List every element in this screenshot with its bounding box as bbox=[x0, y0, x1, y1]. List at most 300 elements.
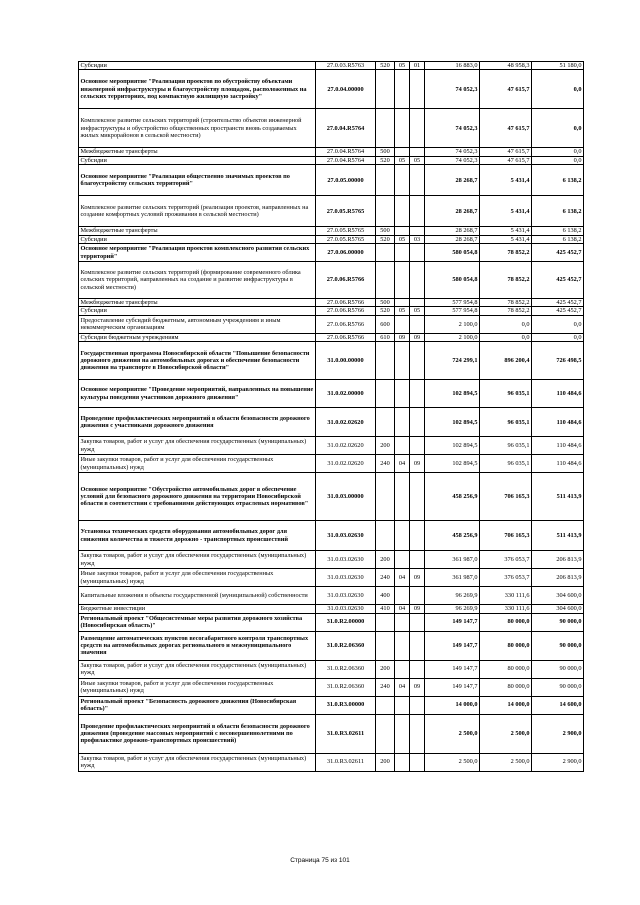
table-row bbox=[79, 165, 584, 196]
row-value-2020: 149 147,7 bbox=[425, 631, 480, 660]
row-value-2021: 96 035,1 bbox=[480, 437, 532, 455]
row-name: Субсидии bbox=[79, 307, 316, 315]
row-vr bbox=[376, 165, 395, 196]
row-value-2022: 6 138,2 bbox=[532, 165, 584, 196]
row-rz: 04 bbox=[395, 569, 410, 587]
row-value-2022: 110 484,6 bbox=[532, 408, 584, 437]
row-value-2020: 102 894,5 bbox=[425, 380, 480, 408]
row-name: Комплексное развитие сельских территорий (строительство объектов инженерной инфраструктуры и обустройство общественных пространств вновь создаваемых жилых микрорайонов в сельской местности) bbox=[79, 109, 316, 148]
table-row bbox=[79, 156, 584, 164]
row-name: Межбюджетные трансферты bbox=[79, 299, 316, 307]
row-name: Межбюджетные трансферты bbox=[79, 227, 316, 235]
row-code: 31.0.02.02620 bbox=[316, 455, 376, 473]
row-vr bbox=[376, 109, 395, 148]
row-pr bbox=[410, 631, 425, 660]
row-vr: 520 bbox=[376, 307, 395, 315]
row-value-2020: 102 894,5 bbox=[425, 408, 480, 437]
table-row bbox=[79, 613, 584, 631]
row-code: 27.0.05.R5765 bbox=[316, 227, 376, 235]
row-name: Субсидии bbox=[79, 235, 316, 243]
row-pr bbox=[410, 613, 425, 631]
row-rz bbox=[395, 753, 410, 771]
row-pr bbox=[410, 227, 425, 235]
row-value-2022: 0,0 bbox=[532, 315, 584, 333]
row-rz: 04 bbox=[395, 605, 410, 613]
row-value-2020: 74 052,3 bbox=[425, 156, 480, 164]
row-vr: 200 bbox=[376, 551, 395, 569]
row-code: 27.0.04.R5764 bbox=[316, 148, 376, 156]
budget-table bbox=[78, 61, 584, 772]
row-name: Комплексное развитие сельских территорий (реализация проектов, направленных на создание комфортных условий проживания в сельской местности) bbox=[79, 196, 316, 227]
row-pr bbox=[410, 244, 425, 262]
row-name: Проведение профилактических мероприятий в области безопасности дорожного движения (проведение массовых мероприятий с несовершеннолетними по профилактике дорожно-транспортных происшествий) bbox=[79, 714, 316, 753]
row-name: Закупка товаров, работ и услуг для обеспечения государственных (муниципальных) нужд bbox=[79, 551, 316, 569]
row-code: 31.0.02.02620 bbox=[316, 408, 376, 437]
row-value-2020: 102 894,5 bbox=[425, 437, 480, 455]
row-pr bbox=[410, 262, 425, 299]
row-value-2021: 706 165,3 bbox=[480, 521, 532, 551]
row-vr bbox=[376, 342, 395, 380]
table-row bbox=[79, 631, 584, 660]
row-value-2022: 90 000,0 bbox=[532, 613, 584, 631]
row-vr: 600 bbox=[376, 315, 395, 333]
row-value-2020: 361 987,0 bbox=[425, 569, 480, 587]
row-value-2022: 6 138,2 bbox=[532, 235, 584, 243]
row-value-2020: 14 000,0 bbox=[425, 696, 480, 714]
table-row bbox=[79, 696, 584, 714]
table-row bbox=[79, 753, 584, 771]
row-value-2020: 361 987,0 bbox=[425, 551, 480, 569]
row-value-2021: 78 852,2 bbox=[480, 299, 532, 307]
row-value-2022: 511 413,9 bbox=[532, 473, 584, 521]
row-code: 27.0.05.R5765 bbox=[316, 235, 376, 243]
row-value-2020: 2 100,0 bbox=[425, 333, 480, 341]
row-rz bbox=[395, 631, 410, 660]
table-row bbox=[79, 315, 584, 333]
table-row bbox=[79, 660, 584, 678]
row-vr: 200 bbox=[376, 437, 395, 455]
row-name: Региональный проект "Безопасность дорожного движения (Новосибирская область)" bbox=[79, 696, 316, 714]
row-pr: 03 bbox=[410, 235, 425, 243]
row-vr: 240 bbox=[376, 569, 395, 587]
row-code: 27.0.04.R5764 bbox=[316, 109, 376, 148]
row-value-2022: 0,0 bbox=[532, 333, 584, 341]
row-value-2020: 28 268,7 bbox=[425, 235, 480, 243]
row-value-2020: 458 256,9 bbox=[425, 473, 480, 521]
row-vr bbox=[376, 380, 395, 408]
row-code: 31.0.03.02630 bbox=[316, 569, 376, 587]
row-value-2021: 2 500,0 bbox=[480, 753, 532, 771]
row-value-2020: 2 100,0 bbox=[425, 315, 480, 333]
row-pr bbox=[410, 551, 425, 569]
row-pr bbox=[410, 196, 425, 227]
row-name: Иные закупки товаров, работ и услуг для обеспечения государственных (муниципальных) нужд bbox=[79, 678, 316, 696]
table-row bbox=[79, 307, 584, 315]
row-value-2021: 5 431,4 bbox=[480, 235, 532, 243]
row-value-2021: 80 000,0 bbox=[480, 613, 532, 631]
row-name: Предоставление субсидий бюджетным, автономным учреждениям и иным некоммерческим организациям bbox=[79, 315, 316, 333]
row-pr: 05 bbox=[410, 307, 425, 315]
row-value-2022: 0,0 bbox=[532, 70, 584, 109]
table-row bbox=[79, 62, 584, 70]
table-body bbox=[79, 62, 584, 772]
row-value-2022: 2 900,0 bbox=[532, 753, 584, 771]
row-name: Бюджетные инвестиции bbox=[79, 605, 316, 613]
row-name: Межбюджетные трансферты bbox=[79, 148, 316, 156]
row-name: Основное мероприятие "Реализация проектов комплексного развития сельских территорий" bbox=[79, 244, 316, 262]
row-name: Иные закупки товаров, работ и услуг для обеспечения государственных (муниципальных) нужд bbox=[79, 569, 316, 587]
row-value-2022: 2 900,0 bbox=[532, 714, 584, 753]
row-rz bbox=[395, 315, 410, 333]
row-value-2022: 304 600,0 bbox=[532, 587, 584, 605]
row-value-2022: 511 413,9 bbox=[532, 521, 584, 551]
row-value-2020: 28 268,7 bbox=[425, 196, 480, 227]
row-name: Субсидии бюджетным учреждениям bbox=[79, 333, 316, 341]
row-value-2020: 96 269,9 bbox=[425, 587, 480, 605]
row-value-2021: 47 615,7 bbox=[480, 70, 532, 109]
row-value-2021: 78 852,2 bbox=[480, 307, 532, 315]
row-pr bbox=[410, 437, 425, 455]
row-pr bbox=[410, 587, 425, 605]
row-name: Основное мероприятие "Проведение мероприятий, направленных на повышение культуры поведения участников дорожного движения" bbox=[79, 380, 316, 408]
row-vr bbox=[376, 696, 395, 714]
row-value-2021: 78 852,2 bbox=[480, 244, 532, 262]
row-code: 27.0.06.R5766 bbox=[316, 333, 376, 341]
row-code: 31.0.02.02620 bbox=[316, 437, 376, 455]
row-vr bbox=[376, 408, 395, 437]
row-value-2021: 5 431,4 bbox=[480, 165, 532, 196]
row-pr: 09 bbox=[410, 569, 425, 587]
row-value-2020: 96 269,9 bbox=[425, 605, 480, 613]
row-vr: 200 bbox=[376, 660, 395, 678]
row-value-2022: 14 600,0 bbox=[532, 696, 584, 714]
row-value-2020: 580 054,8 bbox=[425, 244, 480, 262]
row-vr: 520 bbox=[376, 235, 395, 243]
row-rz: 09 bbox=[395, 333, 410, 341]
row-pr bbox=[410, 473, 425, 521]
row-code: 27.0.06.R5766 bbox=[316, 299, 376, 307]
row-rz bbox=[395, 227, 410, 235]
row-code: 27.0.04.00000 bbox=[316, 70, 376, 109]
row-value-2022: 0,0 bbox=[532, 156, 584, 164]
row-name: Региональный проект "Общесистемные меры развития дорожного хозяйства (Новосибирская область)" bbox=[79, 613, 316, 631]
row-value-2022: 110 484,6 bbox=[532, 455, 584, 473]
row-value-2021: 80 000,0 bbox=[480, 631, 532, 660]
row-value-2021: 47 615,7 bbox=[480, 156, 532, 164]
row-vr: 520 bbox=[376, 156, 395, 164]
row-code: 27.0.04.R5764 bbox=[316, 156, 376, 164]
row-name: Основное мероприятие "Реализация проектов по обустройству объектами инженерной инфраструктуры и благоустройству площадок, расположенных на сельских территориях, под компактную жилищную застройку" bbox=[79, 70, 316, 109]
row-name: Закупка товаров, работ и услуг для обеспечения государственных (муниципальных) нужд bbox=[79, 753, 316, 771]
row-value-2020: 149 147,7 bbox=[425, 613, 480, 631]
row-vr bbox=[376, 631, 395, 660]
row-value-2021: 80 000,0 bbox=[480, 678, 532, 696]
row-code: 27.0.05.R5765 bbox=[316, 196, 376, 227]
row-vr bbox=[376, 244, 395, 262]
row-pr: 01 bbox=[410, 62, 425, 70]
row-name: Капитальные вложения в объекты государственной (муниципальной) собственности bbox=[79, 587, 316, 605]
table-row bbox=[79, 605, 584, 613]
row-vr bbox=[376, 196, 395, 227]
row-rz: 05 bbox=[395, 307, 410, 315]
row-pr: 09 bbox=[410, 605, 425, 613]
row-value-2021: 14 000,0 bbox=[480, 696, 532, 714]
row-pr bbox=[410, 165, 425, 196]
row-code: 31.0.R3.00000 bbox=[316, 696, 376, 714]
row-rz bbox=[395, 551, 410, 569]
table-row bbox=[79, 148, 584, 156]
row-value-2022: 425 452,7 bbox=[532, 307, 584, 315]
row-vr: 500 bbox=[376, 227, 395, 235]
row-value-2021: 48 958,3 bbox=[480, 62, 532, 70]
row-value-2022: 90 000,0 bbox=[532, 660, 584, 678]
row-name: Размещение автоматических пунктов весогабаритного контроля транспортных средств на автомобильных дорогах регионального и межмуниципального значения bbox=[79, 631, 316, 660]
row-value-2021: 47 615,7 bbox=[480, 148, 532, 156]
row-pr bbox=[410, 696, 425, 714]
row-value-2021: 78 852,2 bbox=[480, 262, 532, 299]
row-name: Основное мероприятие "Реализация общественно значимых проектов по благоустройству сельских территорий" bbox=[79, 165, 316, 196]
row-value-2022: 726 498,5 bbox=[532, 342, 584, 380]
table-row bbox=[79, 70, 584, 109]
row-value-2020: 74 052,3 bbox=[425, 148, 480, 156]
row-vr: 400 bbox=[376, 587, 395, 605]
row-vr bbox=[376, 714, 395, 753]
row-rz bbox=[395, 696, 410, 714]
row-rz bbox=[395, 613, 410, 631]
table-row bbox=[79, 473, 584, 521]
row-value-2022: 6 138,2 bbox=[532, 196, 584, 227]
row-value-2022: 425 452,7 bbox=[532, 262, 584, 299]
table-row bbox=[79, 262, 584, 299]
row-rz bbox=[395, 714, 410, 753]
row-code: 31.0.R2.06360 bbox=[316, 660, 376, 678]
row-vr bbox=[376, 521, 395, 551]
row-value-2022: 6 138,2 bbox=[532, 227, 584, 235]
row-value-2020: 2 500,0 bbox=[425, 714, 480, 753]
row-code: 31.0.R2.00000 bbox=[316, 613, 376, 631]
row-code: 31.0.03.02630 bbox=[316, 587, 376, 605]
row-value-2020: 28 268,7 bbox=[425, 165, 480, 196]
row-rz bbox=[395, 70, 410, 109]
row-name: Закупка товаров, работ и услуг для обеспечения государственных (муниципальных) нужд bbox=[79, 437, 316, 455]
row-value-2020: 458 256,9 bbox=[425, 521, 480, 551]
row-value-2020: 16 883,0 bbox=[425, 62, 480, 70]
row-value-2022: 0,0 bbox=[532, 109, 584, 148]
row-value-2020: 74 052,3 bbox=[425, 70, 480, 109]
row-rz bbox=[395, 299, 410, 307]
table-row bbox=[79, 521, 584, 551]
row-value-2020: 102 894,5 bbox=[425, 455, 480, 473]
row-code: 27.0.05.00000 bbox=[316, 165, 376, 196]
row-code: 31.0.R3.02611 bbox=[316, 753, 376, 771]
row-rz: 05 bbox=[395, 62, 410, 70]
row-rz bbox=[395, 587, 410, 605]
row-vr bbox=[376, 262, 395, 299]
row-vr: 410 bbox=[376, 605, 395, 613]
row-rz bbox=[395, 408, 410, 437]
row-name: Основное мероприятие "Обустройство автомобильных дорог в обеспечение условий для безопасного дорожного движения на территории Новосибирской области в соответствии с требованиями действующих отраслевых нормативов" bbox=[79, 473, 316, 521]
row-code: 31.0.00.00000 bbox=[316, 342, 376, 380]
row-code: 31.0.03.02630 bbox=[316, 551, 376, 569]
row-vr: 200 bbox=[376, 753, 395, 771]
row-vr bbox=[376, 70, 395, 109]
row-value-2020: 724 299,1 bbox=[425, 342, 480, 380]
row-pr: 09 bbox=[410, 333, 425, 341]
page-number: Страница 75 из 101 bbox=[290, 857, 350, 864]
table-row bbox=[79, 342, 584, 380]
table-row bbox=[79, 714, 584, 753]
row-value-2020: 580 054,8 bbox=[425, 262, 480, 299]
row-vr: 520 bbox=[376, 62, 395, 70]
row-rz: 04 bbox=[395, 455, 410, 473]
row-pr bbox=[410, 342, 425, 380]
row-rz bbox=[395, 165, 410, 196]
table-row bbox=[79, 408, 584, 437]
row-value-2021: 80 000,0 bbox=[480, 660, 532, 678]
row-value-2022: 90 000,0 bbox=[532, 631, 584, 660]
row-name: Проведение профилактических мероприятий в области безопасности дорожного движения с участниками дорожного движения bbox=[79, 408, 316, 437]
row-pr: 05 bbox=[410, 156, 425, 164]
row-value-2022: 110 484,6 bbox=[532, 380, 584, 408]
row-value-2020: 577 954,8 bbox=[425, 307, 480, 315]
row-value-2020: 28 268,7 bbox=[425, 227, 480, 235]
table-row bbox=[79, 551, 584, 569]
row-rz: 04 bbox=[395, 678, 410, 696]
row-pr: 09 bbox=[410, 455, 425, 473]
row-code: 27.0.06.00000 bbox=[316, 244, 376, 262]
row-pr bbox=[410, 109, 425, 148]
row-code: 31.0.02.00000 bbox=[316, 380, 376, 408]
row-value-2022: 206 813,9 bbox=[532, 551, 584, 569]
row-name: Иные закупки товаров, работ и услуг для обеспечения государственных (муниципальных) нужд bbox=[79, 455, 316, 473]
row-value-2021: 0,0 bbox=[480, 333, 532, 341]
row-value-2020: 74 052,3 bbox=[425, 109, 480, 148]
row-value-2021: 5 431,4 bbox=[480, 227, 532, 235]
row-value-2022: 425 452,7 bbox=[532, 299, 584, 307]
table-row bbox=[79, 235, 584, 243]
row-pr bbox=[410, 660, 425, 678]
row-rz bbox=[395, 262, 410, 299]
table-row bbox=[79, 196, 584, 227]
table-row bbox=[79, 678, 584, 696]
row-code: 31.0.R2.06360 bbox=[316, 678, 376, 696]
row-name: Субсидии bbox=[79, 156, 316, 164]
row-pr bbox=[410, 315, 425, 333]
row-code: 27.0.06.R5766 bbox=[316, 307, 376, 315]
row-rz bbox=[395, 380, 410, 408]
table-row bbox=[79, 380, 584, 408]
row-value-2022: 206 813,9 bbox=[532, 569, 584, 587]
row-name: Субсидии bbox=[79, 62, 316, 70]
row-value-2021: 896 200,4 bbox=[480, 342, 532, 380]
row-rz bbox=[395, 148, 410, 156]
row-vr: 240 bbox=[376, 455, 395, 473]
table-row bbox=[79, 455, 584, 473]
table-row bbox=[79, 437, 584, 455]
row-rz bbox=[395, 244, 410, 262]
row-code: 31.0.R3.02611 bbox=[316, 714, 376, 753]
row-rz bbox=[395, 521, 410, 551]
row-vr bbox=[376, 473, 395, 521]
row-value-2022: 90 000,0 bbox=[532, 678, 584, 696]
table-row bbox=[79, 299, 584, 307]
row-value-2022: 110 484,6 bbox=[532, 437, 584, 455]
row-value-2021: 330 111,6 bbox=[480, 605, 532, 613]
row-name: Установка технических средств оборудования автомобильных дорог для снижения количества и тяжести дорожно - транспортных происшествий bbox=[79, 521, 316, 551]
row-value-2021: 96 035,1 bbox=[480, 408, 532, 437]
row-value-2020: 149 147,7 bbox=[425, 678, 480, 696]
row-pr bbox=[410, 299, 425, 307]
row-value-2020: 149 147,7 bbox=[425, 660, 480, 678]
table-row bbox=[79, 587, 584, 605]
row-code: 31.0.03.00000 bbox=[316, 473, 376, 521]
table-row bbox=[79, 109, 584, 148]
row-value-2021: 47 615,7 bbox=[480, 109, 532, 148]
row-rz bbox=[395, 109, 410, 148]
row-value-2022: 304 600,0 bbox=[532, 605, 584, 613]
row-code: 31.0.03.02630 bbox=[316, 605, 376, 613]
row-value-2021: 376 053,7 bbox=[480, 551, 532, 569]
row-pr bbox=[410, 521, 425, 551]
row-code: 27.0.03.R5763 bbox=[316, 62, 376, 70]
row-value-2021: 330 111,6 bbox=[480, 587, 532, 605]
row-vr: 500 bbox=[376, 299, 395, 307]
row-vr: 500 bbox=[376, 148, 395, 156]
row-value-2021: 96 035,1 bbox=[480, 455, 532, 473]
row-code: 27.0.06.R5766 bbox=[316, 262, 376, 299]
row-value-2022: 0,0 bbox=[532, 148, 584, 156]
row-pr bbox=[410, 380, 425, 408]
row-value-2021: 96 035,1 bbox=[480, 380, 532, 408]
row-pr bbox=[410, 408, 425, 437]
row-name: Государственная программа Новосибирской области "Повышение безопасности дорожного движения на автомобильных дорогах и обеспечение безопасности движения на транспорте в Новосибирской области" bbox=[79, 342, 316, 380]
row-value-2021: 2 500,0 bbox=[480, 714, 532, 753]
row-vr: 240 bbox=[376, 678, 395, 696]
row-name: Комплексное развитие сельских территорий (формирование современного облика сельских территорий, направленных на создание и развитие инфраструктуры в сельской местности) bbox=[79, 262, 316, 299]
row-name: Закупка товаров, работ и услуг для обеспечения государственных (муниципальных) нужд bbox=[79, 660, 316, 678]
row-rz bbox=[395, 437, 410, 455]
row-pr bbox=[410, 148, 425, 156]
row-value-2020: 577 954,8 bbox=[425, 299, 480, 307]
row-pr bbox=[410, 70, 425, 109]
row-pr bbox=[410, 714, 425, 753]
row-rz bbox=[395, 473, 410, 521]
table-row bbox=[79, 227, 584, 235]
table-row bbox=[79, 569, 584, 587]
row-pr: 09 bbox=[410, 678, 425, 696]
row-code: 31.0.R2.06360 bbox=[316, 631, 376, 660]
row-value-2021: 376 053,7 bbox=[480, 569, 532, 587]
row-vr bbox=[376, 613, 395, 631]
row-value-2022: 425 452,7 bbox=[532, 244, 584, 262]
row-rz bbox=[395, 660, 410, 678]
row-value-2020: 2 500,0 bbox=[425, 753, 480, 771]
row-rz bbox=[395, 342, 410, 380]
row-rz bbox=[395, 196, 410, 227]
row-vr: 610 bbox=[376, 333, 395, 341]
table-row bbox=[79, 244, 584, 262]
row-pr bbox=[410, 753, 425, 771]
row-value-2021: 0,0 bbox=[480, 315, 532, 333]
table-row bbox=[79, 333, 584, 341]
row-rz: 05 bbox=[395, 235, 410, 243]
row-rz: 05 bbox=[395, 156, 410, 164]
row-code: 31.0.03.02630 bbox=[316, 521, 376, 551]
row-value-2021: 706 165,3 bbox=[480, 473, 532, 521]
row-code: 27.0.06.R5766 bbox=[316, 315, 376, 333]
row-value-2021: 5 431,4 bbox=[480, 196, 532, 227]
row-value-2022: 51 180,0 bbox=[532, 62, 584, 70]
